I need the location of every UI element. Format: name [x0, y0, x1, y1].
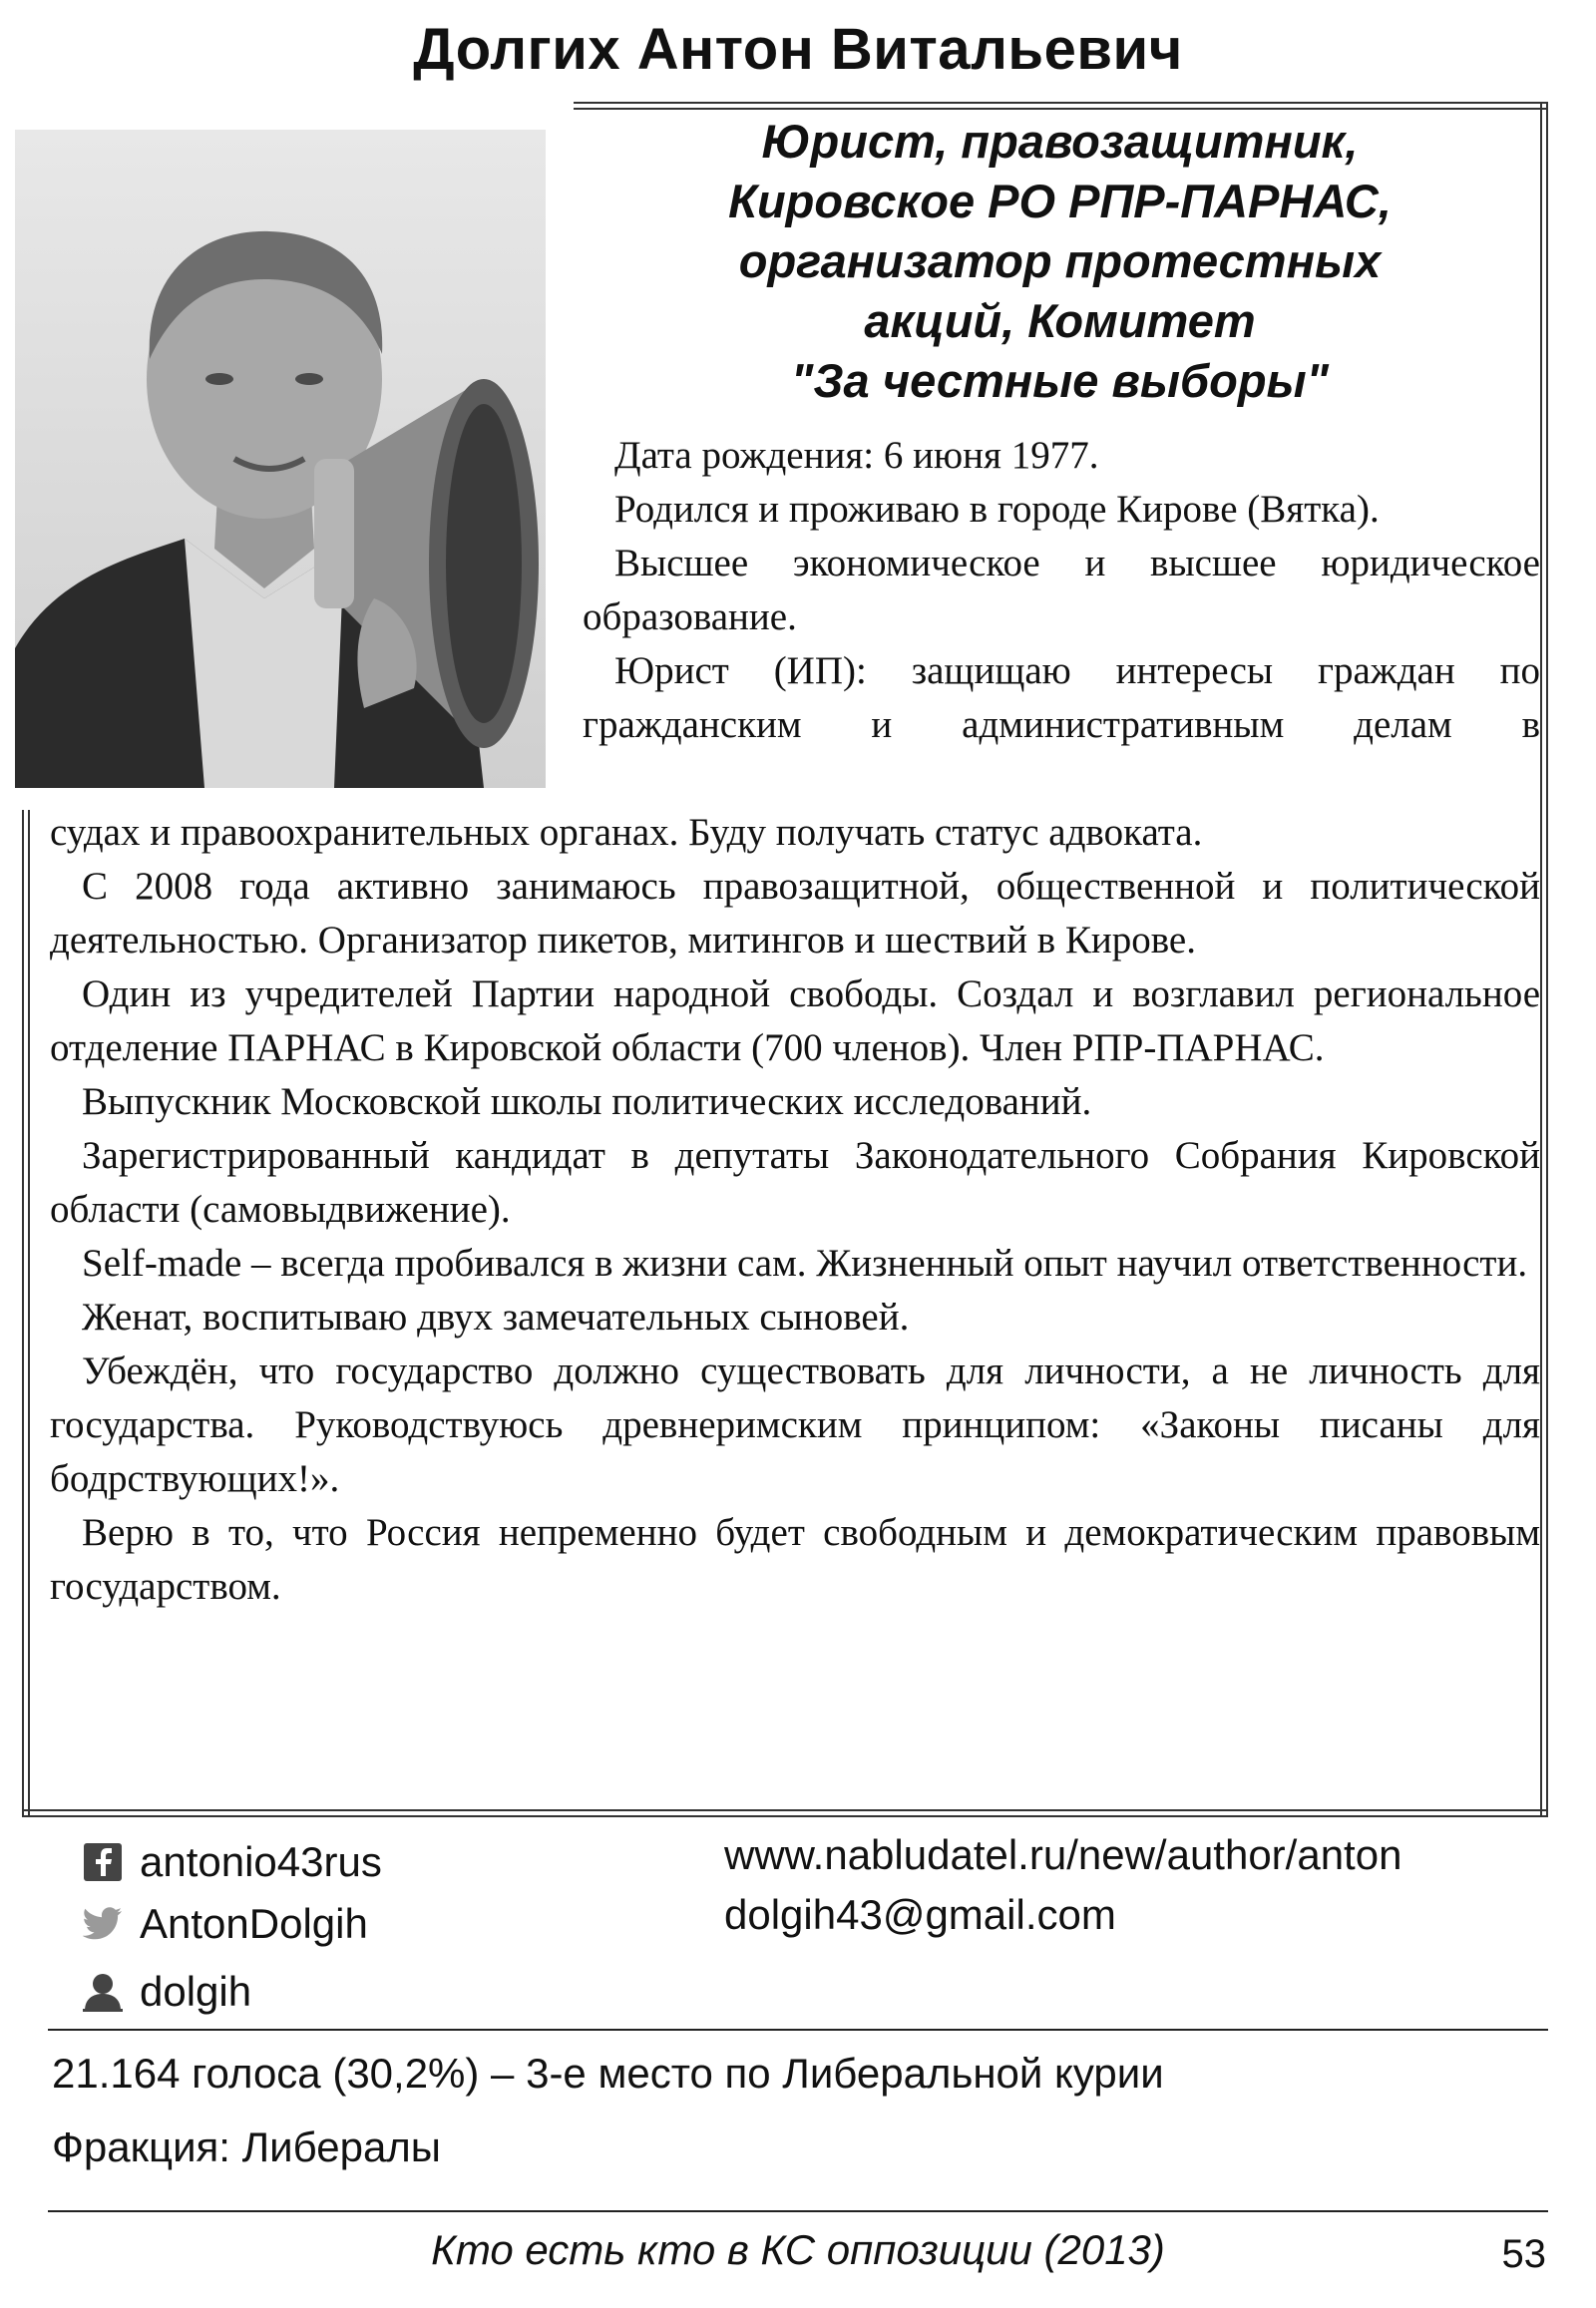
subtitle-line: Юрист, правозащитник, [761, 115, 1359, 168]
email-link[interactable]: dolgih43@gmail.com [724, 1891, 1116, 1938]
publication-title: Кто есть кто в КС оппозиции (2013) [431, 2226, 1165, 2273]
bio-paragraph: Один из учредителей Партии народной свободы. Создал и возглавил региональное отделение ПАРНАС в Кировской области (700 членов). Член РПР-ПАРНАС. [50, 972, 1540, 1069]
bio-top-column [583, 429, 1540, 752]
portrait-photo [15, 130, 546, 788]
facebook-icon [80, 1839, 126, 1885]
web-contacts [724, 1831, 1562, 1951]
bio-full-column [50, 806, 1540, 1614]
subtitle-line: Кировское РО РПР-ПАРНАС, [728, 175, 1392, 227]
facebook-contact[interactable] [80, 1831, 678, 1893]
bio-paragraph: Родился и проживаю в городе Кирове (Вятка). [614, 488, 1380, 531]
bio-paragraph: Дата рождения: 6 июня 1977. [614, 434, 1099, 477]
frame-border-top [574, 102, 1546, 110]
livejournal-contact[interactable] [80, 1961, 678, 2023]
frame-border-bottom [22, 1809, 1546, 1817]
subtitle-line: "За честные выборы" [791, 354, 1329, 407]
bio-paragraph-continuation: судах и правоохранительных органах. Буду получать статус адвоката. [50, 811, 1203, 854]
subtitle-line: организатор протестных [738, 234, 1382, 287]
twitter-handle: AntonDolgih [140, 1900, 368, 1947]
page-number: 53 [1501, 2232, 1546, 2276]
frame-border-left [22, 810, 30, 1817]
candidate-subtitle [574, 112, 1546, 411]
bio-paragraph: Верю в то, что Россия непременно будет свободным и демократическим правовым государством. [50, 1511, 1540, 1608]
social-contacts [80, 1831, 678, 2023]
candidate-name: Долгих Антон Витальевич [413, 17, 1183, 82]
subtitle-line: акций, Комитет [864, 294, 1256, 347]
bio-paragraph: Выпускник Московской школы политических исследований. [82, 1080, 1092, 1123]
twitter-icon [80, 1901, 126, 1947]
bio-paragraph: С 2008 года активно занимаюсь правозащитной, общественной и политической деятельностью. Организатор пикетов, митингов и шествий в Кирове. [50, 865, 1540, 962]
portrait-illustration [15, 130, 546, 788]
bio-paragraph: Self-made – всегда пробивался в жизни сам. Жизненный опыт научил ответственности. [82, 1242, 1528, 1285]
facebook-handle: antonio43rus [140, 1838, 382, 1885]
votes-result: 21.164 голоса (30,2%) – 3-е место по Либеральной курии [52, 2050, 1164, 2097]
bio-paragraph: Убеждён, что государство должно существовать для личности, а не личность для государства. Руководствуюсь древнеримским принципом: «Законы писаны для бодрствующих!». [50, 1349, 1540, 1500]
faction: Фракция: Либералы [52, 2123, 441, 2170]
election-results [52, 2041, 1548, 2188]
footer-divider [48, 2210, 1548, 2212]
twitter-contact[interactable] [80, 1893, 678, 1955]
website-link[interactable]: www.nabludatel.ru/new/author/anton [724, 1831, 1402, 1878]
divider-line [48, 2029, 1548, 2031]
livejournal-user-icon [80, 1969, 126, 2015]
bio-paragraph: Зарегистрированный кандидат в депутаты Законодательного Собрания Кировской области (самовыдвижение). [50, 1134, 1540, 1231]
bio-paragraph: Высшее экономическое и высшее юридическое образование. [583, 542, 1540, 638]
bio-paragraph: Женат, воспитываю двух замечательных сыновей. [82, 1296, 910, 1339]
livejournal-handle: dolgih [140, 1968, 252, 2015]
bio-paragraph: Юрист (ИП): защищаю интересы граждан по гражданским и административным делам в [583, 649, 1540, 746]
